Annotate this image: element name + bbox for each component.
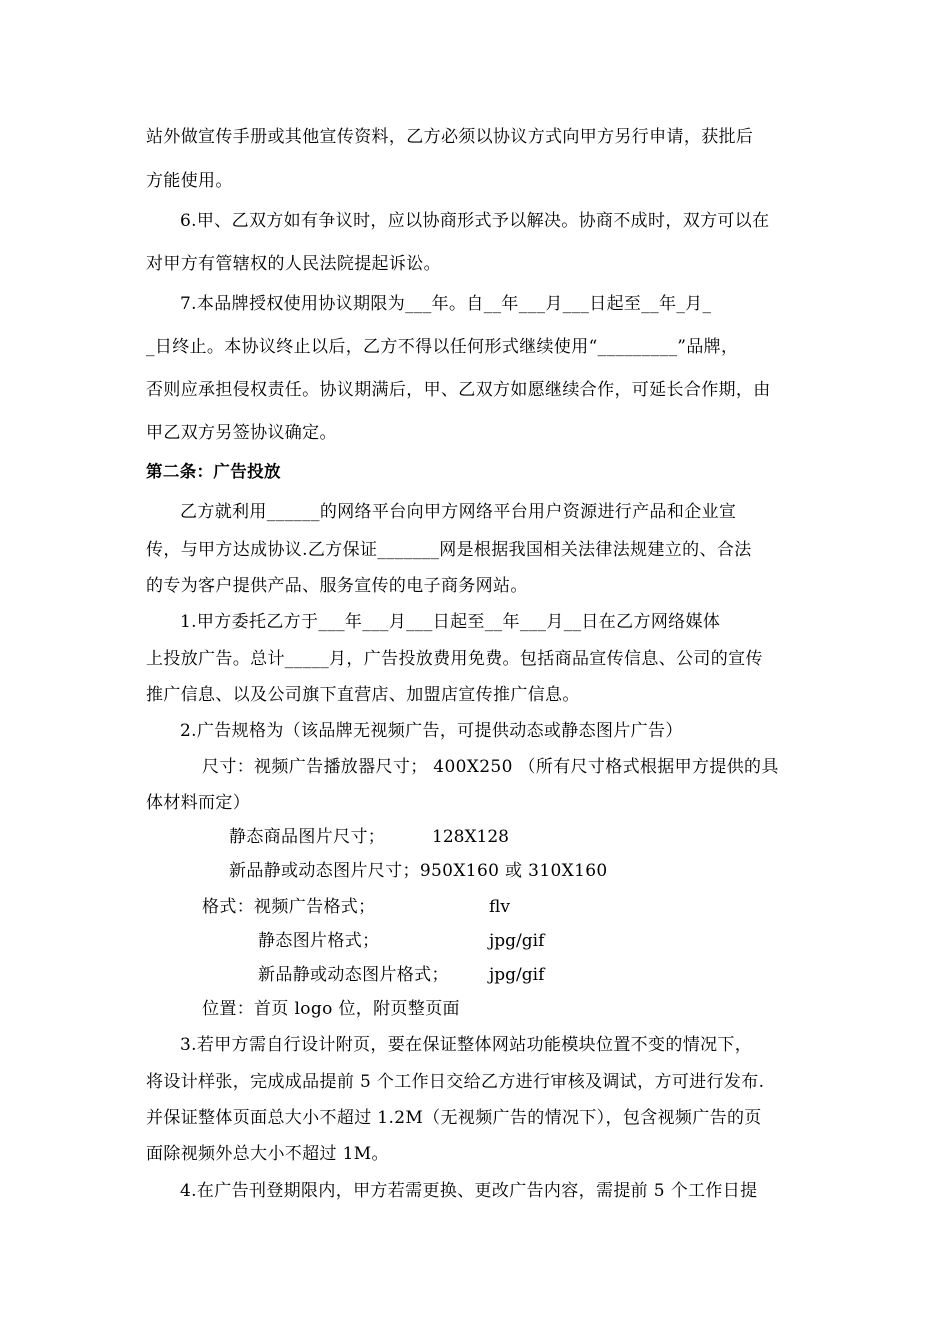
new-size-spec-text: 新品静或动态图片尺寸；950X160 或 310X160 bbox=[229, 861, 608, 881]
item-1-text: 1.甲方委托乙方于___年___月___日起至__年___月__日在乙方网络媒体 bbox=[180, 612, 721, 632]
static-size-value: 128X128 bbox=[432, 827, 509, 847]
item-1-text: 上投放广告。总计_____月，广告投放费用免费。包括商品宣传信息、公司的宣传 bbox=[146, 649, 763, 669]
item-4-text: 4.在广告刊登期限内，甲方若需更换、更改广告内容，需提前 5 个工作日提 bbox=[180, 1181, 758, 1201]
item-3-text: 面除视频外总大小不超过 1M。 bbox=[146, 1144, 389, 1164]
format-static-label: 静态图片格式； bbox=[258, 931, 380, 951]
format-static-value: jpg/gif bbox=[489, 931, 545, 951]
size-spec-text: 体材料而定） bbox=[146, 793, 251, 813]
paragraph-text: 站外做宣传手册或其他宣传资料，乙方必须以协议方式向甲方另行申请，获批后 bbox=[146, 127, 754, 147]
item-2-text: 2.广告规格为（该品牌无视频广告，可提供动态或静态图片广告） bbox=[180, 721, 683, 741]
item-3-text: 将设计样张，完成成品提前 5 个工作日交给乙方进行审核及调试，方可进行发布. bbox=[146, 1072, 765, 1092]
format-new-label: 新品静或动态图片格式； bbox=[258, 965, 449, 985]
size-spec-text: 尺寸：视频广告播放器尺寸； 400X250 （所有尺寸格式根据甲方提供的具 bbox=[202, 757, 779, 777]
section-intro-text: 乙方就利用______的网络平台向甲方网络平台用户资源进行产品和企业宣 bbox=[180, 502, 737, 522]
clause-6-text: 对甲方有管辖权的人民法院提起诉讼。 bbox=[146, 254, 441, 274]
section-heading: 第二条：广告投放 bbox=[146, 462, 281, 481]
item-1-text: 推广信息、以及公司旗下直营店、加盟店宣传推广信息。 bbox=[146, 685, 580, 705]
paragraph-text: 方能使用。 bbox=[146, 171, 233, 191]
clause-7-text: _日终止。本协议终止以后，乙方不得以任何形式继续使用“_________”品牌， bbox=[146, 337, 739, 357]
clause-7-text: 7.本品牌授权使用协议期限为___年。自__年___月___日起至__年_月_ bbox=[180, 294, 712, 314]
clause-7-text: 甲乙双方另签协议确定。 bbox=[146, 423, 337, 443]
item-3-text: 3.若甲方需自行设计附页，要在保证整体网站功能模块位置不变的情况下， bbox=[180, 1035, 753, 1055]
section-intro-text: 传，与甲方达成协议.乙方保证_______网是根据我国相关法律法规建立的、合法 bbox=[146, 540, 752, 560]
clause-7-text: 否则应承担侵权责任。协议期满后，甲、乙双方如愿继续合作，可延长合作期，由 bbox=[146, 380, 771, 400]
position-spec-text: 位置：首页 logo 位，附页整页面 bbox=[202, 999, 460, 1019]
clause-6-text: 6.甲、乙双方如有争议时，应以协商形式予以解决。协商不成时，双方可以在 bbox=[180, 211, 770, 231]
section-intro-text: 的专为客户提供产品、服务宣传的电子商务网站。 bbox=[146, 576, 528, 596]
static-size-label: 静态商品图片尺寸； bbox=[229, 827, 386, 847]
format-video-label: 格式：视频广告格式； bbox=[202, 897, 376, 917]
format-new-value: jpg/gif bbox=[489, 965, 545, 985]
format-video-value: flv bbox=[489, 897, 510, 917]
item-3-text: 并保证整体页面总大小不超过 1.2M（无视频广告的情况下），包含视频广告的页 bbox=[146, 1108, 762, 1128]
